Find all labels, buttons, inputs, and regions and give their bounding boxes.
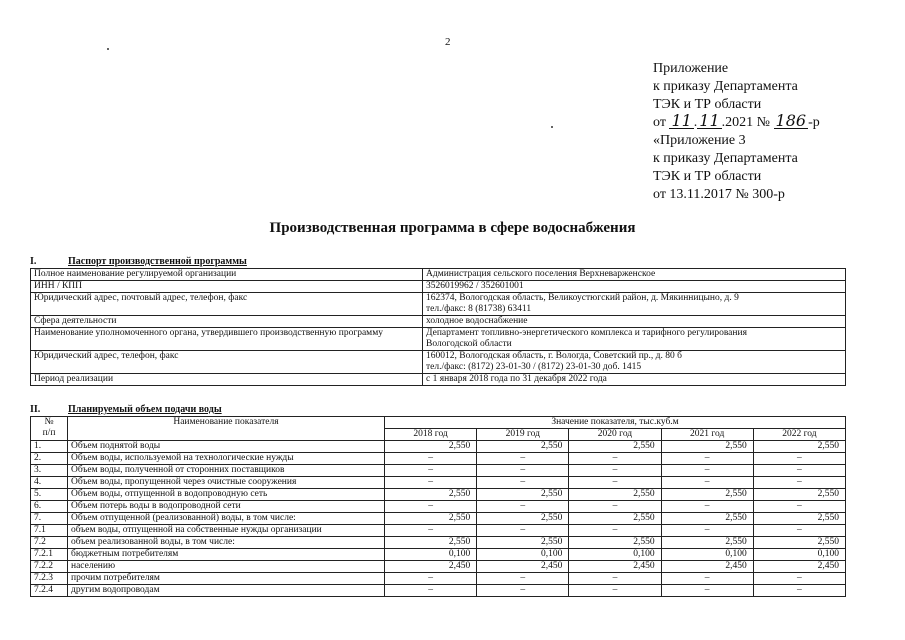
row-number: 7.2.2 bbox=[31, 561, 68, 573]
row-value: 2,550 bbox=[753, 489, 845, 501]
row-number: 7.2.4 bbox=[31, 585, 68, 597]
row-value: 2,450 bbox=[753, 561, 845, 573]
row-value: – bbox=[753, 465, 845, 477]
passport-value bbox=[423, 316, 846, 328]
table-row bbox=[31, 465, 846, 477]
appendix-line: Приложение bbox=[653, 61, 729, 76]
row-value: – bbox=[385, 477, 477, 489]
passport-label: Наименование уполномоченного органа, утвердившего производственную программу bbox=[31, 328, 423, 351]
row-value: 2,550 bbox=[569, 513, 661, 525]
year-header: 2018 год bbox=[385, 429, 477, 441]
appendix-from: от bbox=[653, 115, 666, 130]
passport-label: Полное наименование регулируемой организации bbox=[31, 269, 423, 281]
section2-heading bbox=[30, 404, 222, 415]
row-value: 2,550 bbox=[385, 489, 477, 501]
row-value: – bbox=[569, 501, 661, 513]
row-number: 5. bbox=[31, 489, 68, 501]
row-name: прочим потребителям bbox=[68, 573, 385, 585]
row-value: 2,550 bbox=[753, 441, 845, 453]
row-number: 7.2.1 bbox=[31, 549, 68, 561]
page-number: 2 bbox=[445, 36, 451, 48]
appendix-line: «Приложение 3 bbox=[653, 133, 746, 148]
passport-value bbox=[423, 328, 846, 351]
passport-label: Сфера деятельности bbox=[31, 316, 423, 328]
row-value: 0,100 bbox=[753, 549, 845, 561]
row-value: – bbox=[385, 501, 477, 513]
row-value: – bbox=[385, 525, 477, 537]
row-value: – bbox=[661, 501, 753, 513]
row-value: – bbox=[753, 573, 845, 585]
passport-value-line: Администрация сельского поселения Верхневарженское bbox=[426, 269, 656, 279]
section1-title: Паспорт производственной программы bbox=[68, 256, 247, 267]
row-name: объем реализованной воды, в том числе: bbox=[68, 537, 385, 549]
passport-value-line: 160012, Вологодская область, г. Вологда, Советский пр., д. 80 б bbox=[426, 351, 682, 361]
table-row bbox=[31, 537, 846, 549]
handwritten-month: 11 bbox=[699, 111, 720, 130]
passport-row bbox=[31, 281, 846, 293]
appendix-header bbox=[653, 60, 820, 204]
year-header: 2020 год bbox=[569, 429, 661, 441]
passport-value-line: с 1 января 2018 года по 31 декабря 2022 года bbox=[426, 374, 607, 384]
passport-row bbox=[31, 269, 846, 281]
row-value: 2,550 bbox=[753, 537, 845, 549]
appendix-year: .2021 № bbox=[721, 115, 771, 130]
passport-value bbox=[423, 351, 846, 374]
row-value: 2,550 bbox=[477, 489, 569, 501]
passport-value-line: Департамент топливно-энергетического комплекса и тарифного регулирования bbox=[426, 328, 747, 338]
row-name: Объем воды, отпущенной в водопроводную сеть bbox=[68, 489, 385, 501]
passport-row bbox=[31, 328, 846, 351]
row-value: 2,550 bbox=[477, 441, 569, 453]
row-value: – bbox=[661, 585, 753, 597]
row-value: – bbox=[753, 453, 845, 465]
row-value: 2,450 bbox=[477, 561, 569, 573]
appendix-line: ТЭК и ТР области bbox=[653, 169, 762, 184]
appendix-suffix: -р bbox=[808, 115, 820, 130]
row-value: – bbox=[477, 501, 569, 513]
row-value: – bbox=[753, 477, 845, 489]
row-value: – bbox=[569, 573, 661, 585]
row-name: другим водопроводам bbox=[68, 585, 385, 597]
section2-title: Планируемый объем подачи воды bbox=[68, 404, 222, 415]
row-value: – bbox=[661, 465, 753, 477]
row-value: – bbox=[385, 453, 477, 465]
row-name: Объем воды, используемой на технологические нужды bbox=[68, 453, 385, 465]
table-row bbox=[31, 489, 846, 501]
row-value: – bbox=[753, 585, 845, 597]
row-value: 2,550 bbox=[569, 441, 661, 453]
scan-speck bbox=[551, 126, 553, 128]
passport-value bbox=[423, 269, 846, 281]
passport-row bbox=[31, 293, 846, 316]
passport-table bbox=[30, 268, 846, 386]
passport-row bbox=[31, 351, 846, 374]
row-value: 0,100 bbox=[661, 549, 753, 561]
row-value: 2,550 bbox=[753, 513, 845, 525]
table-row bbox=[31, 585, 846, 597]
row-value: – bbox=[661, 573, 753, 585]
row-value: 2,550 bbox=[569, 489, 661, 501]
row-name: населению bbox=[68, 561, 385, 573]
row-name: Объем потерь воды в водопроводной сети bbox=[68, 501, 385, 513]
row-value: – bbox=[661, 525, 753, 537]
row-number: 7.2.3 bbox=[31, 573, 68, 585]
table-row bbox=[31, 441, 846, 453]
water-volume-table bbox=[30, 416, 846, 597]
passport-row bbox=[31, 374, 846, 386]
col-num-header: № п/п bbox=[31, 417, 68, 441]
row-value: – bbox=[661, 453, 753, 465]
year-header: 2019 год bbox=[477, 429, 569, 441]
row-value: 0,100 bbox=[385, 549, 477, 561]
row-name: Объем отпущенной (реализованной) воды, в том числе: bbox=[68, 513, 385, 525]
row-value: – bbox=[477, 525, 569, 537]
row-number: 1. bbox=[31, 441, 68, 453]
passport-label: Юридический адрес, почтовый адрес, телефон, факс bbox=[31, 293, 423, 316]
row-value: – bbox=[569, 453, 661, 465]
row-value: 2,450 bbox=[569, 561, 661, 573]
passport-row bbox=[31, 316, 846, 328]
table-row bbox=[31, 525, 846, 537]
section2-number: II. bbox=[30, 404, 41, 415]
passport-label: ИНН / КПП bbox=[31, 281, 423, 293]
row-value: – bbox=[477, 573, 569, 585]
year-header: 2022 год bbox=[753, 429, 845, 441]
passport-value-line: холодное водоснабжение bbox=[426, 316, 528, 326]
row-value: – bbox=[385, 585, 477, 597]
row-value: 2,550 bbox=[477, 513, 569, 525]
row-number: 7.2 bbox=[31, 537, 68, 549]
table-row bbox=[31, 477, 846, 489]
row-value: – bbox=[477, 477, 569, 489]
passport-value-line: Вологодской области bbox=[426, 339, 512, 349]
table-row bbox=[31, 501, 846, 513]
passport-value bbox=[423, 374, 846, 386]
row-value: – bbox=[569, 525, 661, 537]
passport-value bbox=[423, 293, 846, 316]
row-name: Объем поднятой воды bbox=[68, 441, 385, 453]
row-value: – bbox=[477, 585, 569, 597]
table-row bbox=[31, 561, 846, 573]
appendix-line: к приказу Департамента bbox=[653, 151, 798, 166]
passport-value bbox=[423, 281, 846, 293]
col-name-header: Наименование показателя bbox=[68, 417, 385, 441]
table-row bbox=[31, 513, 846, 525]
row-value: – bbox=[569, 477, 661, 489]
row-value: 2,550 bbox=[385, 537, 477, 549]
appendix-line: к приказу Департамента bbox=[653, 79, 798, 94]
scan-speck bbox=[107, 48, 109, 50]
document-title: Производственная программа в сфере водоснабжения bbox=[269, 220, 636, 236]
appendix-line: ТЭК и ТР области bbox=[653, 97, 762, 112]
row-number: 4. bbox=[31, 477, 68, 489]
row-name: бюджетным потребителям bbox=[68, 549, 385, 561]
passport-value-line: тел./факс: (8172) 23-01-30 / (8172) 23-01-30 доб. 1415 bbox=[426, 362, 642, 372]
row-value: – bbox=[385, 465, 477, 477]
row-value: 2,450 bbox=[661, 561, 753, 573]
row-value: – bbox=[661, 477, 753, 489]
row-value: 2,550 bbox=[569, 537, 661, 549]
row-name: Объем воды, полученной от сторонних поставщиков bbox=[68, 465, 385, 477]
row-value: – bbox=[569, 585, 661, 597]
row-value: – bbox=[753, 501, 845, 513]
row-name: Объем воды, пропущенной через очистные сооружения bbox=[68, 477, 385, 489]
year-header: 2021 год bbox=[661, 429, 753, 441]
row-value: 2,550 bbox=[661, 441, 753, 453]
row-value: – bbox=[477, 465, 569, 477]
row-value: 2,550 bbox=[385, 441, 477, 453]
row-value: 2,550 bbox=[385, 513, 477, 525]
row-number: 6. bbox=[31, 501, 68, 513]
table-row bbox=[31, 453, 846, 465]
row-number: 2. bbox=[31, 453, 68, 465]
row-value: – bbox=[385, 573, 477, 585]
passport-value-line: тел./факс: 8 (81738) 63411 bbox=[426, 304, 532, 314]
row-value: 2,550 bbox=[661, 537, 753, 549]
row-value: 2,550 bbox=[661, 489, 753, 501]
handwritten-day: 11 bbox=[671, 111, 692, 130]
table-row bbox=[31, 549, 846, 561]
section1-heading bbox=[30, 256, 247, 267]
row-number: 7.1 bbox=[31, 525, 68, 537]
passport-value-line: 3526019962 / 352601001 bbox=[426, 281, 524, 291]
table-row bbox=[31, 573, 846, 585]
row-value: 2,550 bbox=[477, 537, 569, 549]
row-value: – bbox=[477, 453, 569, 465]
row-value: 2,550 bbox=[661, 513, 753, 525]
col-value-header: Значение показателя, тыс.куб.м bbox=[385, 417, 846, 429]
row-number: 3. bbox=[31, 465, 68, 477]
appendix-line: от 13.11.2017 № 300-р bbox=[653, 187, 785, 202]
appendix-order-line: от 11 . 11 .2021 № 186 -р bbox=[653, 111, 820, 130]
row-value: 0,100 bbox=[569, 549, 661, 561]
section1-number: I. bbox=[30, 256, 37, 267]
row-value: 0,100 bbox=[477, 549, 569, 561]
passport-label: Юридический адрес, телефон, факс bbox=[31, 351, 423, 374]
handwritten-number: 186 bbox=[775, 111, 807, 130]
row-value: – bbox=[753, 525, 845, 537]
row-name: объем воды, отпущенной на собственные нужды организации bbox=[68, 525, 385, 537]
row-value: – bbox=[569, 465, 661, 477]
row-number: 7. bbox=[31, 513, 68, 525]
row-value: 2,450 bbox=[385, 561, 477, 573]
passport-value-line: 162374, Вологодская область, Великоустюгский район, д. Мякинницыно, д. 9 bbox=[426, 293, 739, 303]
passport-label: Период реализации bbox=[31, 374, 423, 386]
